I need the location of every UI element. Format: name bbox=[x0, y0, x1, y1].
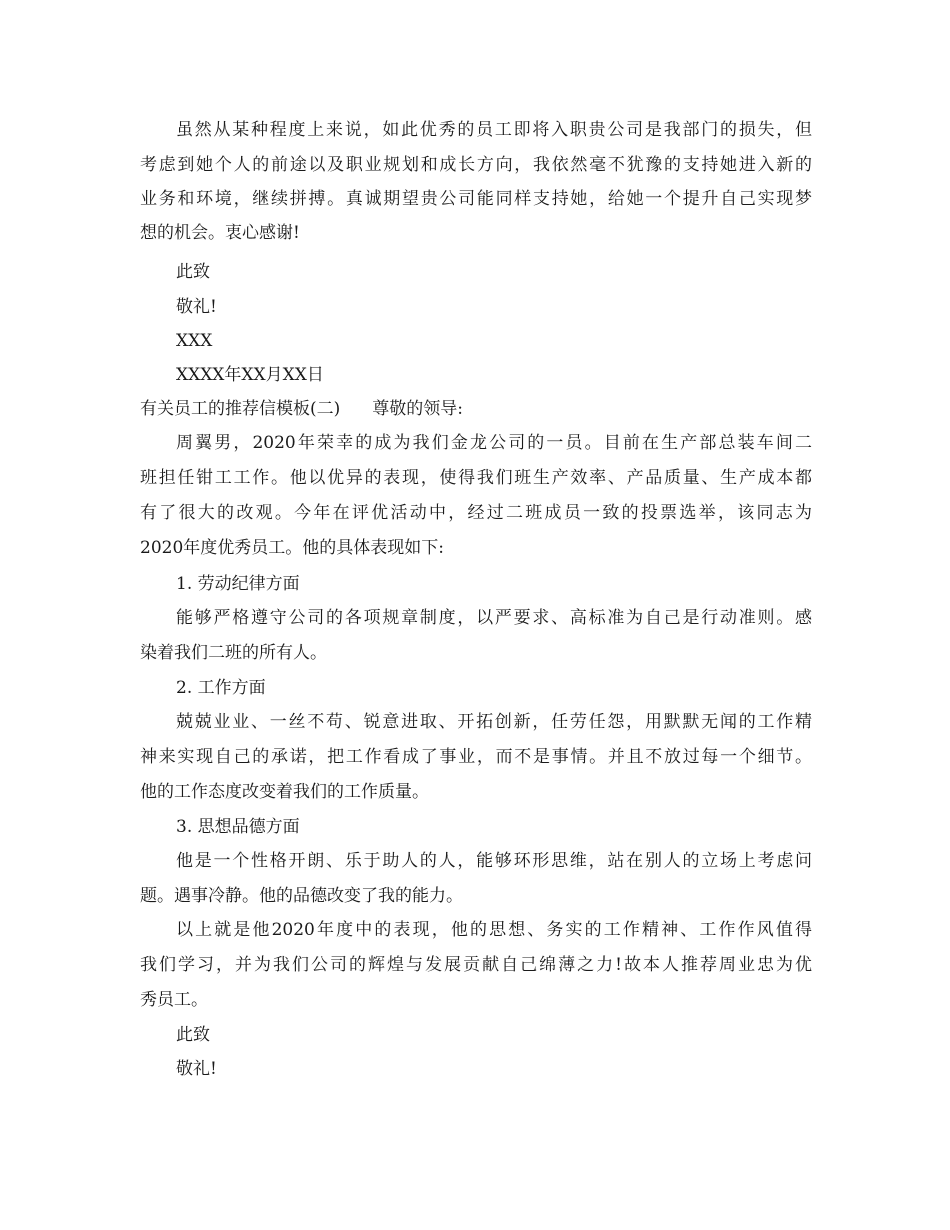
paragraph-line: 周翼男，2020年荣幸的成为我们金龙公司的一员。目前在生产部总装车间二 bbox=[176, 433, 812, 453]
paragraph-line: 以上就是他2020年度中的表现，他的思想、务实的工作精神、工作作风值得 bbox=[176, 920, 812, 940]
paragraph-line: 染着我们二班的所有人。 bbox=[140, 643, 327, 663]
salutation-text: 敬礼! bbox=[176, 297, 217, 317]
paragraph-line: 业务和环境，继续拼搏。真诚期望贵公司能同样支持她，给她一个提升自己实现梦 bbox=[140, 189, 812, 209]
greeting: 尊敬的领导: bbox=[372, 399, 463, 419]
paragraph-line: 2020年度优秀员工。他的具体表现如下: bbox=[140, 538, 444, 558]
template-heading-line bbox=[140, 399, 463, 419]
closing-text: 此致 bbox=[176, 262, 210, 282]
paragraph-line: 神来实现自己的承诺，把工作看成了事业，而不是事情。并且不放过每一个细节。 bbox=[140, 747, 812, 767]
paragraph-line: 他是一个性格开朗、乐于助人的人，能够环形思维，站在别人的立场上考虑问 bbox=[176, 851, 812, 871]
paragraph-line: 考虑到她个人的前途以及职业规划和成长方向，我依然毫不犹豫的支持她进入新的 bbox=[140, 155, 812, 175]
paragraph-line: 他的工作态度改变着我们的工作质量。 bbox=[140, 782, 429, 802]
paragraph-line: 虽然从某种程度上来说，如此优秀的员工即将入职贵公司是我部门的损失，但 bbox=[176, 120, 812, 140]
paragraph-line: 兢兢业业、一丝不苟、锐意进取、开拓创新，任劳任怨，用默默无闻的工作精 bbox=[176, 712, 812, 732]
closing-text: 此致 bbox=[176, 1025, 210, 1045]
paragraph-line: 我们学习，并为我们公司的辉煌与发展贡献自己绵薄之力!故本人推荐周业忠为优 bbox=[140, 955, 812, 975]
section-heading: 3. 思想品德方面 bbox=[176, 817, 300, 837]
signature: XXX bbox=[176, 331, 213, 351]
paragraph-line: 班担任钳工工作。他以优异的表现，使得我们班生产效率、产品质量、生产成本都 bbox=[140, 468, 812, 488]
date: XXXX年XX月XX日 bbox=[176, 365, 324, 385]
template-title: 有关员工的推荐信模板(二) bbox=[140, 399, 341, 419]
paragraph-line: 有了很大的改观。今年在评优活动中，经过二班成员一致的投票选举，该同志为 bbox=[140, 503, 812, 523]
paragraph-line: 秀员工。 bbox=[140, 990, 208, 1010]
paragraph-line: 能够严格遵守公司的各项规章制度，以严要求、高标准为自己是行动准则。感 bbox=[176, 608, 812, 628]
paragraph-line: 想的机会。衷心感谢! bbox=[140, 223, 300, 243]
section-heading: 1. 劳动纪律方面 bbox=[176, 574, 300, 594]
section-heading: 2. 工作方面 bbox=[176, 678, 266, 698]
salutation-text: 敬礼! bbox=[176, 1059, 217, 1079]
paragraph-line: 题。遇事冷静。他的品德改变了我的能力。 bbox=[140, 886, 463, 906]
